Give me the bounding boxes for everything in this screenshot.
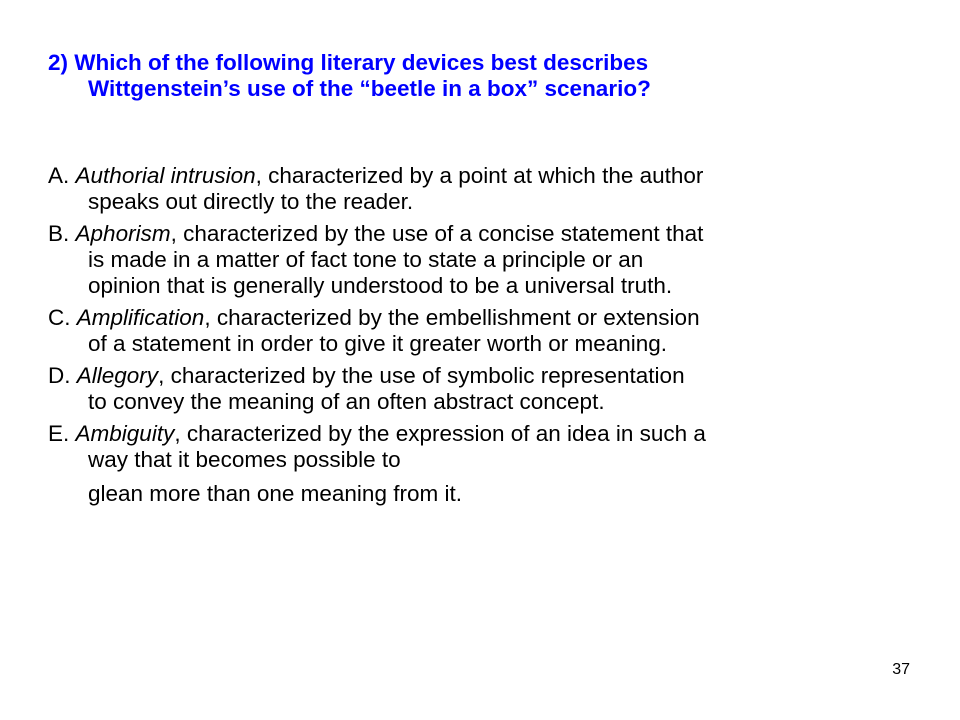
option-description: , characterized by a point at which the author speaks out directly to the reader. <box>88 163 704 214</box>
question-text <box>48 50 728 102</box>
answer-option-b <box>48 221 708 299</box>
option-letter: A. <box>48 163 70 188</box>
option-description: , characterized by the use of a concise statement that is made in a matter of fact tone to state a principle or an opinion that is generally understood to be a universal truth. <box>88 221 704 298</box>
answer-option-a <box>48 163 708 215</box>
page-number: 37 <box>892 661 910 678</box>
option-continuation: glean more than one meaning from it. <box>88 481 462 506</box>
option-term: Ambiguity <box>75 421 175 446</box>
answer-options-list <box>48 163 708 513</box>
option-term: Authorial intrusion <box>75 163 256 188</box>
option-description: , characterized by the embellishment or extension of a statement in order to give it greater worth or meaning. <box>88 305 700 356</box>
option-term: Allegory <box>76 363 159 388</box>
option-letter: C. <box>48 305 71 330</box>
answer-option-c <box>48 305 708 357</box>
option-letter: D. <box>48 363 71 388</box>
option-description: , characterized by the use of symbolic representation to convey the meaning of an often abstract concept. <box>88 363 685 414</box>
option-term: Amplification <box>76 305 205 330</box>
option-term: Aphorism <box>75 221 171 246</box>
option-letter: B. <box>48 221 70 246</box>
question-number: 2) <box>48 50 69 75</box>
answer-option-e <box>48 421 708 507</box>
question-body: Which of the following literary devices best describes Wittgenstein’s use of the “beetle in a box” scenario? <box>74 50 651 101</box>
answer-option-d <box>48 363 708 415</box>
option-description: , characterized by the expression of an idea in such a way that it becomes possible to <box>88 421 706 472</box>
option-letter: E. <box>48 421 70 446</box>
